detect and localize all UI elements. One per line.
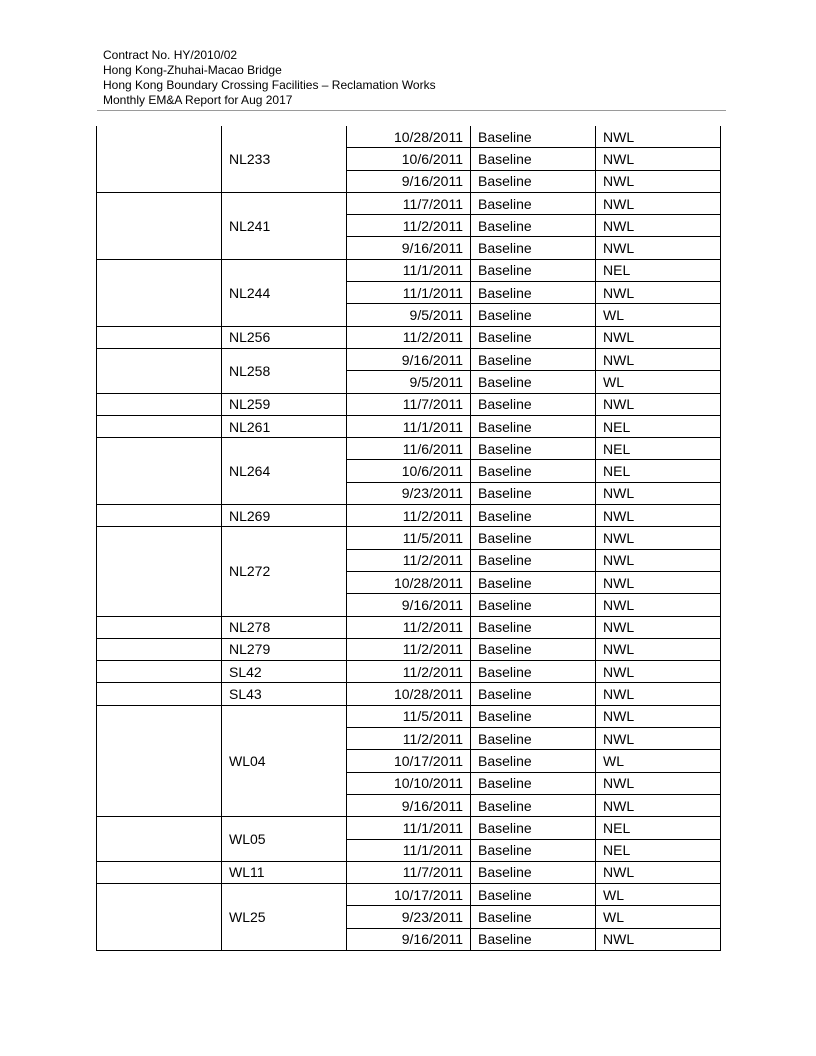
survey-type-cell: Baseline xyxy=(471,505,596,527)
survey-type-cell: Baseline xyxy=(471,772,596,794)
survey-type-cell: Baseline xyxy=(471,884,596,906)
report-title: Monthly EM&A Report for Aug 2017 xyxy=(103,93,293,107)
page-header xyxy=(103,48,726,108)
survey-table-body xyxy=(97,126,721,950)
date-cell: 11/2/2011 xyxy=(347,661,471,683)
date-cell: 10/6/2011 xyxy=(347,460,471,482)
survey-type-cell: Baseline xyxy=(471,304,596,326)
date-cell: 11/1/2011 xyxy=(347,839,471,861)
date-cell: 11/5/2011 xyxy=(347,705,471,727)
table-row xyxy=(97,884,721,906)
station-cell: WL04 xyxy=(222,705,347,816)
survey-type-cell: Baseline xyxy=(471,482,596,504)
area-cell: NEL xyxy=(596,460,721,482)
blank-cell xyxy=(97,683,222,705)
area-cell: NWL xyxy=(596,861,721,883)
area-cell: NWL xyxy=(596,148,721,170)
survey-type-cell: Baseline xyxy=(471,549,596,571)
blank-cell xyxy=(97,126,222,192)
table-row xyxy=(97,348,721,370)
survey-type-cell: Baseline xyxy=(471,438,596,460)
area-cell: NEL xyxy=(596,438,721,460)
table-row xyxy=(97,817,721,839)
area-cell: NWL xyxy=(596,505,721,527)
area-cell: NWL xyxy=(596,215,721,237)
survey-type-cell: Baseline xyxy=(471,237,596,259)
table-row xyxy=(97,861,721,883)
table-row xyxy=(97,616,721,638)
survey-table xyxy=(96,126,721,951)
blank-cell xyxy=(97,438,222,505)
survey-type-cell: Baseline xyxy=(471,326,596,348)
blank-cell xyxy=(97,616,222,638)
survey-type-cell: Baseline xyxy=(471,393,596,415)
date-cell: 9/16/2011 xyxy=(347,794,471,816)
blank-cell xyxy=(97,505,222,527)
date-cell: 9/16/2011 xyxy=(347,594,471,616)
area-cell: NWL xyxy=(596,772,721,794)
blank-cell xyxy=(97,884,222,951)
station-cell: NL264 xyxy=(222,438,347,505)
station-cell: NL256 xyxy=(222,326,347,348)
area-cell: NWL xyxy=(596,393,721,415)
area-cell: NWL xyxy=(596,549,721,571)
survey-type-cell: Baseline xyxy=(471,750,596,772)
area-cell: NWL xyxy=(596,683,721,705)
blank-cell xyxy=(97,638,222,660)
station-cell: NL278 xyxy=(222,616,347,638)
date-cell: 10/17/2011 xyxy=(347,884,471,906)
date-cell: 11/5/2011 xyxy=(347,527,471,549)
date-cell: 9/16/2011 xyxy=(347,237,471,259)
date-cell: 11/2/2011 xyxy=(347,728,471,750)
date-cell: 11/1/2011 xyxy=(347,817,471,839)
area-cell: NWL xyxy=(596,527,721,549)
area-cell: NWL xyxy=(596,482,721,504)
blank-cell xyxy=(97,861,222,883)
area-cell: NWL xyxy=(596,282,721,304)
station-cell: NL241 xyxy=(222,192,347,259)
date-cell: 11/2/2011 xyxy=(347,326,471,348)
date-cell: 9/23/2011 xyxy=(347,906,471,928)
survey-type-cell: Baseline xyxy=(471,906,596,928)
survey-type-cell: Baseline xyxy=(471,817,596,839)
blank-cell xyxy=(97,817,222,862)
works-title: Hong Kong Boundary Crossing Facilities – Reclamation Works xyxy=(103,78,436,92)
area-cell: NWL xyxy=(596,192,721,214)
survey-type-cell: Baseline xyxy=(471,616,596,638)
table-row xyxy=(97,683,721,705)
date-cell: 11/7/2011 xyxy=(347,192,471,214)
table-row xyxy=(97,326,721,348)
date-cell: 9/5/2011 xyxy=(347,371,471,393)
survey-type-cell: Baseline xyxy=(471,861,596,883)
contract-number: Contract No. HY/2010/02 xyxy=(103,48,238,62)
area-cell: NWL xyxy=(596,594,721,616)
survey-type-cell: Baseline xyxy=(471,259,596,281)
date-cell: 11/1/2011 xyxy=(347,259,471,281)
date-cell: 11/7/2011 xyxy=(347,393,471,415)
table-row xyxy=(97,505,721,527)
station-cell: WL25 xyxy=(222,884,347,951)
survey-type-cell: Baseline xyxy=(471,839,596,861)
date-cell: 11/2/2011 xyxy=(347,215,471,237)
station-cell: NL259 xyxy=(222,393,347,415)
blank-cell xyxy=(97,259,222,326)
blank-cell xyxy=(97,393,222,415)
table-row xyxy=(97,415,721,437)
date-cell: 9/5/2011 xyxy=(347,304,471,326)
date-cell: 9/16/2011 xyxy=(347,928,471,950)
table-row xyxy=(97,705,721,727)
survey-type-cell: Baseline xyxy=(471,571,596,593)
survey-type-cell: Baseline xyxy=(471,460,596,482)
survey-type-cell: Baseline xyxy=(471,192,596,214)
date-cell: 9/16/2011 xyxy=(347,348,471,370)
area-cell: NWL xyxy=(596,928,721,950)
date-cell: 11/2/2011 xyxy=(347,505,471,527)
blank-cell xyxy=(97,348,222,393)
station-cell: NL258 xyxy=(222,348,347,393)
table-row xyxy=(97,638,721,660)
survey-type-cell: Baseline xyxy=(471,638,596,660)
table-row xyxy=(97,438,721,460)
date-cell: 10/28/2011 xyxy=(347,126,471,148)
date-cell: 10/28/2011 xyxy=(347,683,471,705)
area-cell: NWL xyxy=(596,170,721,192)
survey-type-cell: Baseline xyxy=(471,371,596,393)
blank-cell xyxy=(97,661,222,683)
station-cell: SL43 xyxy=(222,683,347,705)
survey-type-cell: Baseline xyxy=(471,126,596,148)
survey-type-cell: Baseline xyxy=(471,148,596,170)
table-row xyxy=(97,527,721,549)
date-cell: 9/16/2011 xyxy=(347,170,471,192)
station-cell: NL244 xyxy=(222,259,347,326)
area-cell: NWL xyxy=(596,705,721,727)
area-cell: NWL xyxy=(596,237,721,259)
area-cell: NWL xyxy=(596,571,721,593)
survey-type-cell: Baseline xyxy=(471,928,596,950)
area-cell: NWL xyxy=(596,661,721,683)
survey-type-cell: Baseline xyxy=(471,705,596,727)
area-cell: WL xyxy=(596,884,721,906)
blank-cell xyxy=(97,415,222,437)
table-row xyxy=(97,126,721,148)
survey-type-cell: Baseline xyxy=(471,348,596,370)
blank-cell xyxy=(97,705,222,816)
survey-type-cell: Baseline xyxy=(471,594,596,616)
area-cell: NWL xyxy=(596,126,721,148)
project-name: Hong Kong-Zhuhai-Macao Bridge xyxy=(103,63,282,77)
table-row xyxy=(97,393,721,415)
area-cell: NEL xyxy=(596,415,721,437)
blank-cell xyxy=(97,527,222,616)
survey-type-cell: Baseline xyxy=(471,215,596,237)
area-cell: NEL xyxy=(596,817,721,839)
survey-type-cell: Baseline xyxy=(471,170,596,192)
area-cell: WL xyxy=(596,906,721,928)
survey-type-cell: Baseline xyxy=(471,661,596,683)
station-cell: NL272 xyxy=(222,527,347,616)
area-cell: NWL xyxy=(596,616,721,638)
date-cell: 11/2/2011 xyxy=(347,638,471,660)
area-cell: NWL xyxy=(596,326,721,348)
date-cell: 11/6/2011 xyxy=(347,438,471,460)
date-cell: 11/1/2011 xyxy=(347,282,471,304)
date-cell: 10/6/2011 xyxy=(347,148,471,170)
area-cell: NWL xyxy=(596,348,721,370)
survey-type-cell: Baseline xyxy=(471,415,596,437)
survey-type-cell: Baseline xyxy=(471,282,596,304)
date-cell: 10/17/2011 xyxy=(347,750,471,772)
area-cell: NEL xyxy=(596,259,721,281)
table-row xyxy=(97,259,721,281)
area-cell: NEL xyxy=(596,839,721,861)
survey-type-cell: Baseline xyxy=(471,794,596,816)
station-cell: NL233 xyxy=(222,126,347,192)
blank-cell xyxy=(97,192,222,259)
table-row xyxy=(97,192,721,214)
table-row xyxy=(97,661,721,683)
area-cell: NWL xyxy=(596,794,721,816)
station-cell: NL279 xyxy=(222,638,347,660)
date-cell: 11/2/2011 xyxy=(347,616,471,638)
area-cell: WL xyxy=(596,304,721,326)
date-cell: 10/10/2011 xyxy=(347,772,471,794)
station-cell: NL269 xyxy=(222,505,347,527)
station-cell: WL11 xyxy=(222,861,347,883)
area-cell: NWL xyxy=(596,638,721,660)
area-cell: WL xyxy=(596,371,721,393)
survey-type-cell: Baseline xyxy=(471,683,596,705)
station-cell: SL42 xyxy=(222,661,347,683)
survey-type-cell: Baseline xyxy=(471,728,596,750)
survey-type-cell: Baseline xyxy=(471,527,596,549)
date-cell: 11/2/2011 xyxy=(347,549,471,571)
blank-cell xyxy=(97,326,222,348)
area-cell: NWL xyxy=(596,728,721,750)
date-cell: 11/7/2011 xyxy=(347,861,471,883)
area-cell: WL xyxy=(596,750,721,772)
station-cell: WL05 xyxy=(222,817,347,862)
header-divider xyxy=(97,110,726,111)
date-cell: 10/28/2011 xyxy=(347,571,471,593)
date-cell: 9/23/2011 xyxy=(347,482,471,504)
date-cell: 11/1/2011 xyxy=(347,415,471,437)
station-cell: NL261 xyxy=(222,415,347,437)
